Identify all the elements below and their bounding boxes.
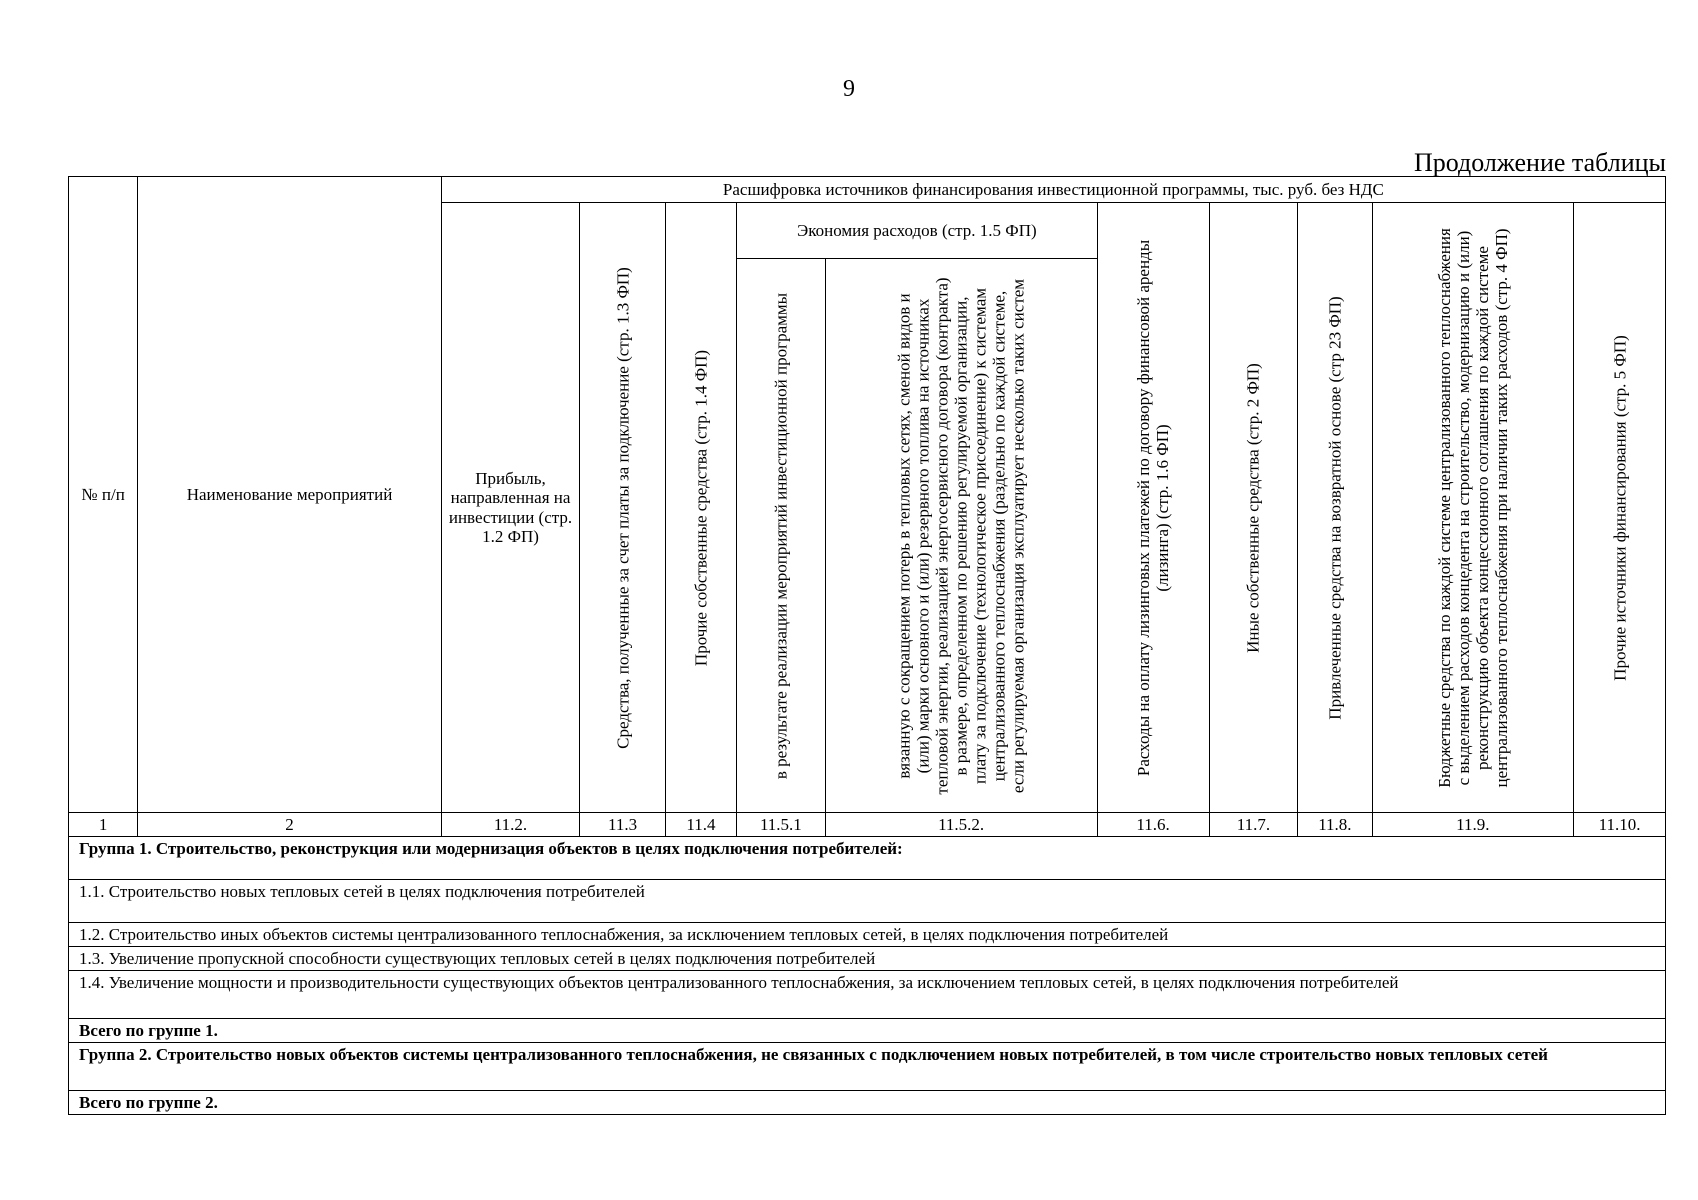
- header-economy-2-text: вязанную с сокращением потерь в тепловых сетях, сменой видов и (или) марки основного и (или) резервного топлива на источниках тепловой энергии, реализацией энергосервисного договора (контракта) в размере, определенном по решению регулируемой организации, плату за подключение (технологическое присоединение) к системам централизованного теплоснабжения (раздельно по каждой системе, если регулируемая организация эксплуатирует несколько таких систем: [894, 276, 1028, 795]
- header-name: Наименование мероприятий: [138, 177, 442, 813]
- header-economy-2: [825, 259, 1097, 813]
- table-row: [69, 971, 1666, 1019]
- column-number: 11.5.1: [737, 813, 826, 837]
- column-number: 11.8.: [1298, 813, 1372, 837]
- group-2-title: Группа 2. Строительство новых объектов системы централизованного теплоснабжения, не связанных с подключением новых потребителей, в том числе строительство новых тепловых сетей: [69, 1043, 1666, 1091]
- row-1-3: 1.3. Увеличение пропускной способности существующих тепловых сетей в целях подключения потребителей: [69, 947, 1666, 971]
- row-1-4: 1.4. Увеличение мощности и производительности существующих объектов централизованного теплоснабжения, за исключением тепловых сетей, в целях подключения потребителей: [69, 971, 1666, 1019]
- table-row: [69, 837, 1666, 880]
- table-row: [69, 880, 1666, 923]
- column-number: 2: [138, 813, 442, 837]
- header-budget-text: Бюджетные средства по каждой системе централизованного теплоснабжения с выделением расходов концедента на строительство, модернизацию и (или) реконструкцию объекта концессионного соглашения по каждой системе централизованного теплоснабжения при наличии таких расходов (стр. 4 ФП): [1434, 227, 1511, 788]
- continuation-label: Продолжение таблицы: [1414, 148, 1666, 177]
- table-row: [69, 947, 1666, 971]
- header-other-own-text: Прочие собственные средства (стр. 1.4 ФП): [691, 349, 711, 666]
- header-profit: Прибыль, направленная на инвестиции (стр. 1.2 ФП): [441, 203, 580, 813]
- header-borrowed: [1298, 203, 1372, 813]
- column-number: 11.2.: [441, 813, 580, 837]
- total-group-1: Всего по группе 1.: [69, 1019, 1666, 1043]
- header-budget: [1372, 203, 1574, 813]
- header-leasing: [1097, 203, 1209, 813]
- group-1-title: Группа 1. Строительство, реконструкция или модернизация объектов в целях подключения потребителей:: [69, 837, 1666, 880]
- table-row: [69, 923, 1666, 947]
- column-number: 11.6.: [1097, 813, 1209, 837]
- header-connection-fee: [580, 203, 666, 813]
- header-economy-1: [737, 259, 826, 813]
- table-row: [69, 1019, 1666, 1043]
- header-other-own2-text: Иные собственные средства (стр. 2 ФП): [1243, 362, 1263, 653]
- column-number: 11.7.: [1209, 813, 1298, 837]
- header-financing-sources: Расшифровка источников финансирования инвестиционной программы, тыс. руб. без НДС: [441, 177, 1665, 203]
- financing-table: [68, 176, 1666, 1115]
- header-borrowed-text: Привлеченные средства на возвратной основе (стр 23 ФП): [1325, 295, 1345, 720]
- column-number: 11.10.: [1574, 813, 1666, 837]
- row-1-1: 1.1. Строительство новых тепловых сетей в целях подключения потребителей: [69, 880, 1666, 923]
- table-row: [69, 1043, 1666, 1091]
- header-other-sources: [1574, 203, 1666, 813]
- column-number: 11.5.2.: [825, 813, 1097, 837]
- header-leasing-text: Расходы на оплату лизинговых платежей по договору финансовой аренды (лизинга) (стр. 1.6 ФП): [1134, 239, 1173, 776]
- header-economy: Экономия расходов (стр. 1.5 ФП): [737, 203, 1098, 259]
- page-number: 9: [843, 76, 855, 102]
- header-other-sources-text: Прочие источники финансирования (стр. 5 ФП): [1610, 334, 1630, 681]
- total-group-2: Всего по группе 2.: [69, 1091, 1666, 1115]
- column-numbers-row: [69, 813, 1666, 837]
- column-number: 1: [69, 813, 138, 837]
- column-number: 11.9.: [1372, 813, 1574, 837]
- column-number: 11.3: [580, 813, 666, 837]
- row-1-2: 1.2. Строительство иных объектов системы централизованного теплоснабжения, за исключением тепловых сетей, в целях подключения потребителей: [69, 923, 1666, 947]
- header-no: № п/п: [69, 177, 138, 813]
- header-connection-fee-text: Средства, полученные за счет платы за подключение (стр. 1.3 ФП): [613, 266, 632, 749]
- header-economy-1-text: в результате реализации мероприятий инвестиционной программы: [771, 292, 791, 779]
- header-other-own2: [1209, 203, 1298, 813]
- table-row: [69, 1091, 1666, 1115]
- header-other-own: [665, 203, 736, 813]
- column-number: 11.4: [665, 813, 736, 837]
